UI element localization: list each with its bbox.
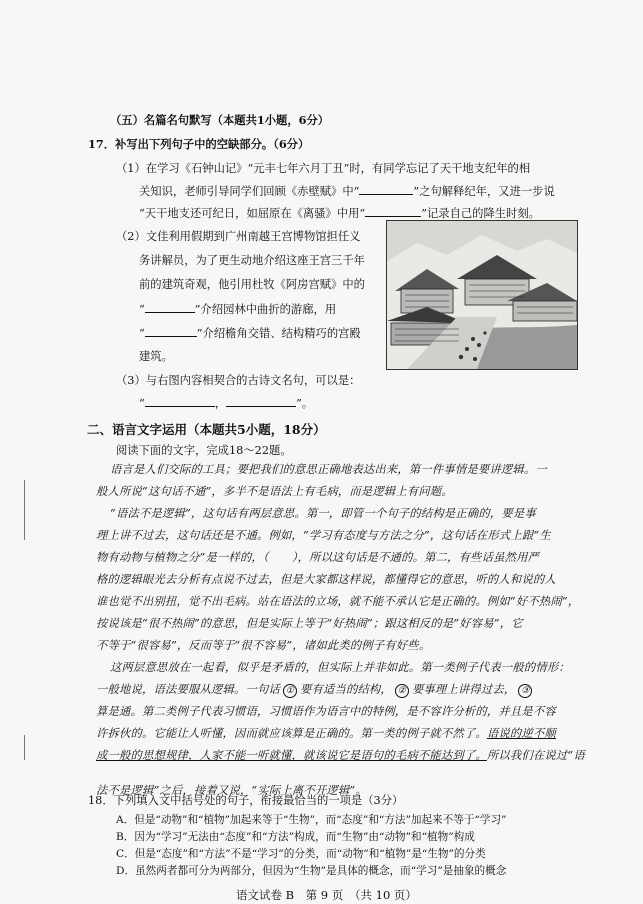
q17-part3-line1: （3）与右图内容相契合的古诗文名句，可以是： (116, 374, 361, 387)
text-segment: 要有适当的结构， (299, 683, 392, 696)
passage-line: 谁也觉不出别扭，觉不出毛病。站在语法的立场，就不能不承认它是正确的。例如“好不热闹”， (96, 595, 580, 608)
passage-line: “语法不是逻辑”，这句话有两层意思。第一，即管一个句子的结构是正确的，要是事 (110, 507, 536, 520)
text-segment: ”记录自己的降生时刻。 (421, 207, 540, 220)
text-segment: ”之句解释纪年，又进一步说 (413, 185, 555, 198)
passage-line (96, 727, 556, 741)
blank-number: ③ (518, 684, 532, 698)
margin-mark (24, 735, 25, 760)
q17-part2-line4 (139, 301, 336, 317)
passage-line: 理上讲不过去，这句话还是不通。例如，“学习有态度与方法之分”，这句话在形式上跟“生 (96, 529, 551, 542)
text-segment: “天干地支还可纪日，如屈原在《离骚》中用“ (139, 207, 366, 220)
q17-part1-line2 (139, 183, 555, 199)
q17-part2-line2: 务讲解员，为了更生动地介绍这座王宫三千年 (139, 254, 365, 267)
text-segment: “ (139, 397, 145, 410)
passage-line: 算是通。第二类例子代表习惯语，习惯语作为语言中的特例，是不容许分析的，并且是不容 (96, 705, 556, 718)
option-d[interactable]: D．虽然两者都可分为两部分，但因为“生物”是具体的概念，而“学习”是抽象的概念 (116, 865, 507, 877)
option-c[interactable]: C．但是“态度”和“方法”不是“学习”的分类，而“动物”和“植物”是“生物”的分类 (116, 848, 486, 860)
text-segment: ， (214, 397, 227, 410)
answer-blank[interactable] (145, 325, 197, 337)
text-segment: 要事理上讲得过去， (411, 683, 516, 696)
q17-part3-line2 (139, 395, 313, 411)
option-a[interactable]: A．但是“动物”和“植物”加起来等于“生物”，而“态度”和“方法”加起来不等于“学习” (116, 814, 507, 826)
passage-line (96, 683, 535, 698)
question-17-stem: 17．补写出下列句子中的空缺部分。（6分） (88, 137, 310, 151)
q17-part1-line3 (139, 205, 540, 221)
section-two-title: 二、语言文字运用（本题共5小题，18分） (87, 422, 326, 437)
ancient-city-illustration (386, 220, 578, 370)
text-segment: ”介绍檐角交错、结构精巧的宫殿 (196, 327, 361, 340)
reading-instruction: 阅读下面的文字，完成18～22题。 (116, 444, 292, 457)
passage-line: 般人所说“这句话不通”，多半不是语法上有毛病，而是逻辑上有问题。 (96, 485, 453, 498)
option-b[interactable]: B．因为“学习”无法由“态度”和“方法”构成，而“生物”由“动物”和“植物”构成 (116, 831, 475, 843)
text-segment: “ (139, 303, 145, 316)
passage-line: 法不是逻辑”之后，接着又说，“实际上离不开逻辑”。 (96, 784, 367, 797)
margin-mark (24, 480, 25, 540)
q17-part2-line6: 建筑。 (139, 350, 173, 363)
blank-slot (392, 683, 412, 696)
q17-part2-line5 (139, 325, 361, 341)
passage-line: 不等于“很容易”，反而等于“很不容易”，诸如此类的例子有好些。 (96, 639, 431, 652)
question-18-stem: 18．下列填入文中括号处的句子，衔接最恰当的一项是（3分） (88, 794, 404, 807)
q17-part1-line1: （1）在学习《石钟山记》“元丰七年六月丁丑”时，有同学忘记了天干地支纪年的相 (116, 162, 531, 175)
blank-number: ① (283, 684, 297, 698)
text-segment: 所以我们在说过“语 (486, 749, 585, 762)
text-segment: 关知识，老师引导同学们回顾《赤壁赋》中“ (139, 185, 360, 198)
text-segment: ”介绍园林中曲折的游廊，用 (194, 303, 337, 316)
text-segment: “ (139, 327, 145, 340)
passage-line: 语言是人们交际的工具；要把我们的意思正确地表达出来，第一件事情是要讲逻辑。一 (110, 463, 547, 476)
answer-blank[interactable] (359, 183, 413, 195)
page-footer: 语文试卷 B 第 9 页 （共 10 页） (236, 888, 417, 902)
passage-line: 按说该是“很不热闹”的意思，但是实际上等于“好热闹”；跟这相反的是“好容易”，它 (96, 617, 523, 630)
q17-part2-line3: 前的建筑奇观，他引用杜牧《阿房宫赋》中的 (139, 278, 365, 291)
answer-blank[interactable] (226, 395, 296, 407)
text-segment: ”。 (296, 397, 314, 410)
text-segment: 一般地说，语法要服从逻辑。一句话 (96, 683, 280, 696)
blank-number: ② (395, 684, 409, 698)
passage-line (96, 749, 585, 763)
passage-line: 这两层意思放在一起看，似乎是矛盾的，但实际上并非如此。第一类例子代表一般的情形： (110, 661, 570, 674)
underlined-sentence: 语说的逆不顺 (486, 727, 556, 740)
answer-blank[interactable] (145, 301, 195, 313)
answer-blank[interactable] (365, 205, 421, 217)
passage-line: 格的逻辑眼光去分析有点说不过去，但是大家都这样说，都懂得它的意思，听的人和说的人 (96, 573, 556, 586)
blank-slot (280, 683, 300, 696)
q17-part2-line1: （2）文佳利用假期到广州南越王宫博物馆担任义 (116, 230, 361, 243)
blank-slot (515, 683, 535, 696)
underlined-sentence: 成一般的思想规律，人家不能一听就懂，就该说它是语句的毛病不能达到了。 (96, 749, 487, 762)
answer-blank[interactable] (145, 395, 215, 407)
section-five-title: （五）名篇名句默写（本题共1小题，6分） (110, 113, 330, 127)
text-segment: 许拆伙的。它能让人听懂，因而就应该算是正确的。第一类的例子就不然了。 (96, 727, 487, 740)
illustration-drawing (387, 221, 577, 369)
passage-line: 物有动物与植物之分”是一样的，（ ），所以这句话是不通的。第二，有些话虽然用严 (96, 551, 540, 564)
